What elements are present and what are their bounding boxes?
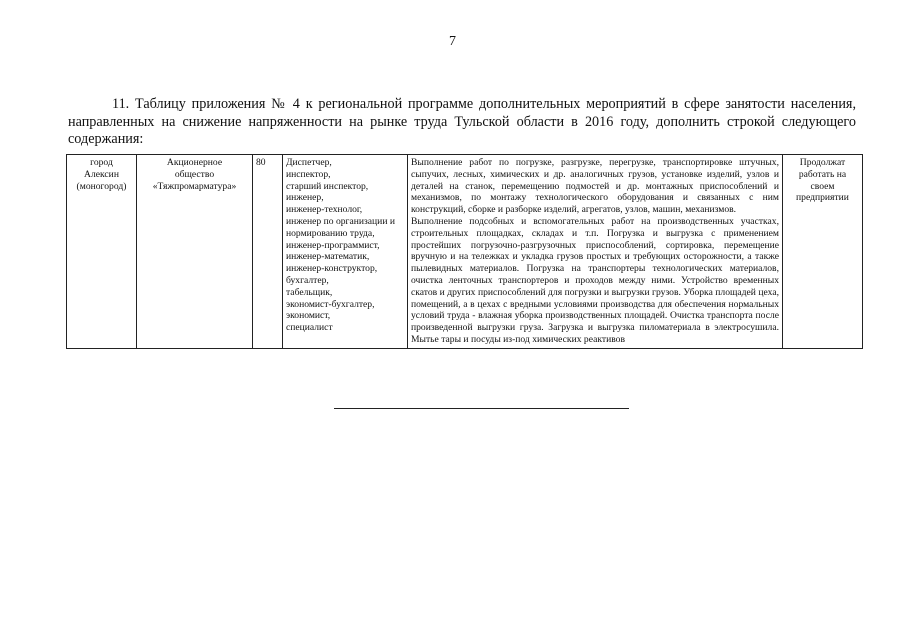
work-paragraph: Выполнение работ по погрузке, разгрузке, перегрузке, транспортировке штучных, сыпучих, лесных, химических и др. аналогичных грузов, установке изделий, узлов и деталей на станок, перемещению подмостей и др. монтажных приспособлений и механизмов, по монтажу технологического оборудования и связанных с ним конструкций, сборке и разборке изделий, агрегатов, узлов, машин, механизмов. — [411, 157, 779, 216]
page-number: 7 — [449, 34, 456, 49]
position-item: инженер по организации и нормированию труда, — [286, 215, 395, 239]
cell-organization — [137, 155, 253, 349]
work-paragraph: Выполнение подсобных и вспомогательных работ на производственных участках, строительных площадках, складах и т.п. Погрузка и выгрузка с применением простейших погрузочно-разгрузочных приспособлений, сортировка, перемещение вручную и на тележках и укладка грузов простых и требующих осторожности, а также пылевидных материалов. Погрузка на транспортеры технологических материалов, очистка ленточных транспортеров и проходов между ними. Устройство временных скатов и других приспособлений для погрузки и выгрузки грузов. Уборка площадей цеха, помещений, а в цехах с вредными условиями производства для обеспечения нормальных условий труда - влажная уборка производственных площадей. Очистка транспорта после произведенной выгрузки груза. Загрузка и выгрузка пиломатериала в электросушила. Мытье тары и посуды из-под химических реактивов — [411, 215, 779, 345]
cell-text: Алексин — [84, 168, 119, 180]
position-item: инспектор, — [286, 168, 331, 180]
position-item: инженер-конструктор, — [286, 263, 378, 275]
cell-text: своем — [810, 180, 835, 192]
position-item: экономист, — [286, 310, 331, 322]
position-item: инженер-математик, — [286, 251, 370, 263]
cell-text: Продолжат — [799, 157, 846, 168]
cell-text: Акционерное — [166, 157, 223, 168]
position-item: старший инспектор, — [286, 180, 369, 192]
cell-count: 80 — [253, 155, 283, 349]
cell-result — [783, 155, 863, 349]
position-item: Диспетчер, — [286, 157, 332, 168]
cell-text: город — [90, 157, 113, 168]
position-item: инженер-технолог, — [286, 204, 363, 216]
cell-positions — [283, 155, 408, 349]
cell-text: (моногород) — [76, 180, 127, 192]
position-item: табельщик, — [286, 286, 333, 298]
cell-text: предприятии — [796, 192, 849, 204]
addition-table — [66, 154, 863, 349]
table-row — [67, 155, 863, 349]
position-item: экономист-бухгалтер, — [286, 298, 375, 310]
position-item: бухгалтер, — [286, 274, 329, 286]
cell-text: работать на — [798, 168, 847, 180]
closing-rule — [334, 408, 629, 409]
position-item: специалист — [286, 322, 333, 334]
cell-work-description — [408, 155, 783, 349]
position-item: инженер-программист, — [286, 239, 380, 251]
position-item: инженер, — [286, 192, 324, 204]
cell-city — [67, 155, 137, 349]
cell-text: общество — [174, 168, 215, 180]
cell-text: «Тяжпромарматура» — [152, 180, 237, 192]
amendment-paragraph: 11. Таблицу приложения № 4 к региональной программе дополнительных мероприятий в сфере занятости населения, направленных на снижение напряженности на рынке труда Тульской области в 2016 году, дополнить строкой следующего содержания: — [68, 96, 856, 147]
